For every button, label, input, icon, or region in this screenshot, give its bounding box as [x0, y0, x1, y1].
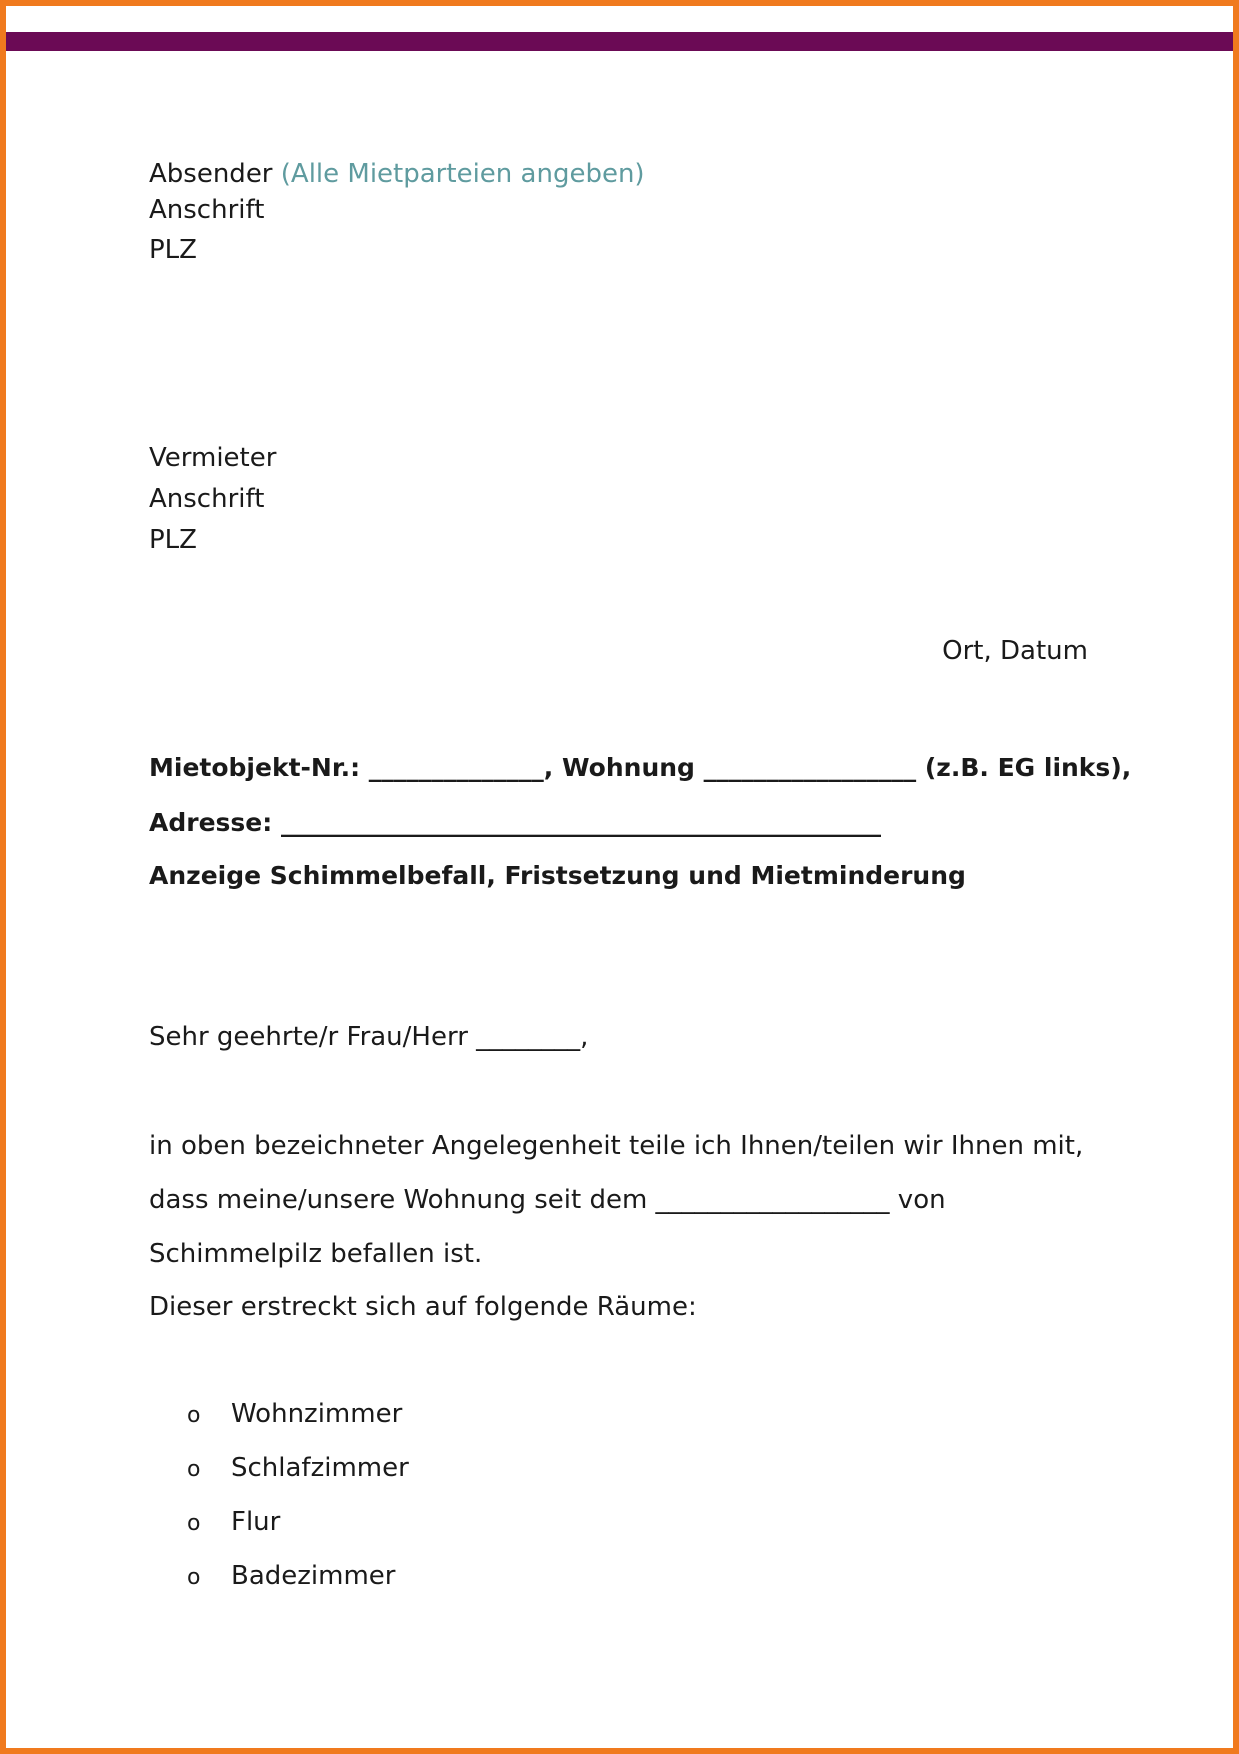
bullet-icon: o — [187, 1511, 201, 1536]
body-paragraph-1: in oben bezeichneter Angelegenheit teile ich Ihnen/teilen wir Ihnen mit, — [149, 1131, 1084, 1161]
bullet-icon: o — [187, 1403, 201, 1428]
sender-hint: (Alle Mietparteien angeben) — [280, 159, 645, 189]
subject-address-line: Adresse: ________________________________________________ — [149, 808, 881, 837]
landlord-zip: PLZ — [149, 525, 197, 555]
place-date: Ort, Datum — [942, 636, 1088, 666]
subject-title: Anzeige Schimmelbefall, Fristsetzung und Mietminderung — [149, 861, 966, 890]
landlord-label: Vermieter — [149, 443, 277, 473]
top-accent-rule — [6, 32, 1233, 51]
bullet-icon: o — [187, 1565, 201, 1590]
room-label: Schlafzimmer — [231, 1453, 409, 1483]
salutation: Sehr geehrte/r Frau/Herr ________, — [149, 1022, 589, 1052]
list-item — [187, 1399, 402, 1431]
room-label: Wohnzimmer — [231, 1399, 403, 1429]
subject-object-line: Mietobjekt-Nr.: ______________, Wohnung _________________ (z.B. EG links), — [149, 753, 1132, 782]
list-item — [187, 1453, 409, 1485]
sender-address: Anschrift — [149, 195, 265, 225]
list-item — [187, 1507, 280, 1539]
landlord-address: Anschrift — [149, 484, 265, 514]
sender-label: Absender — [149, 159, 273, 189]
sender-zip: PLZ — [149, 235, 197, 265]
room-label: Flur — [231, 1507, 281, 1537]
bullet-icon: o — [187, 1457, 201, 1482]
room-label: Badezimmer — [231, 1561, 396, 1591]
body-paragraph-4: Dieser erstreckt sich auf folgende Räume: — [149, 1292, 697, 1322]
list-item — [187, 1561, 395, 1593]
sender-line — [149, 159, 645, 189]
body-paragraph-2: dass meine/unsere Wohnung seit dem __________________ von — [149, 1185, 946, 1215]
body-paragraph-3: Schimmelpilz befallen ist. — [149, 1239, 483, 1269]
